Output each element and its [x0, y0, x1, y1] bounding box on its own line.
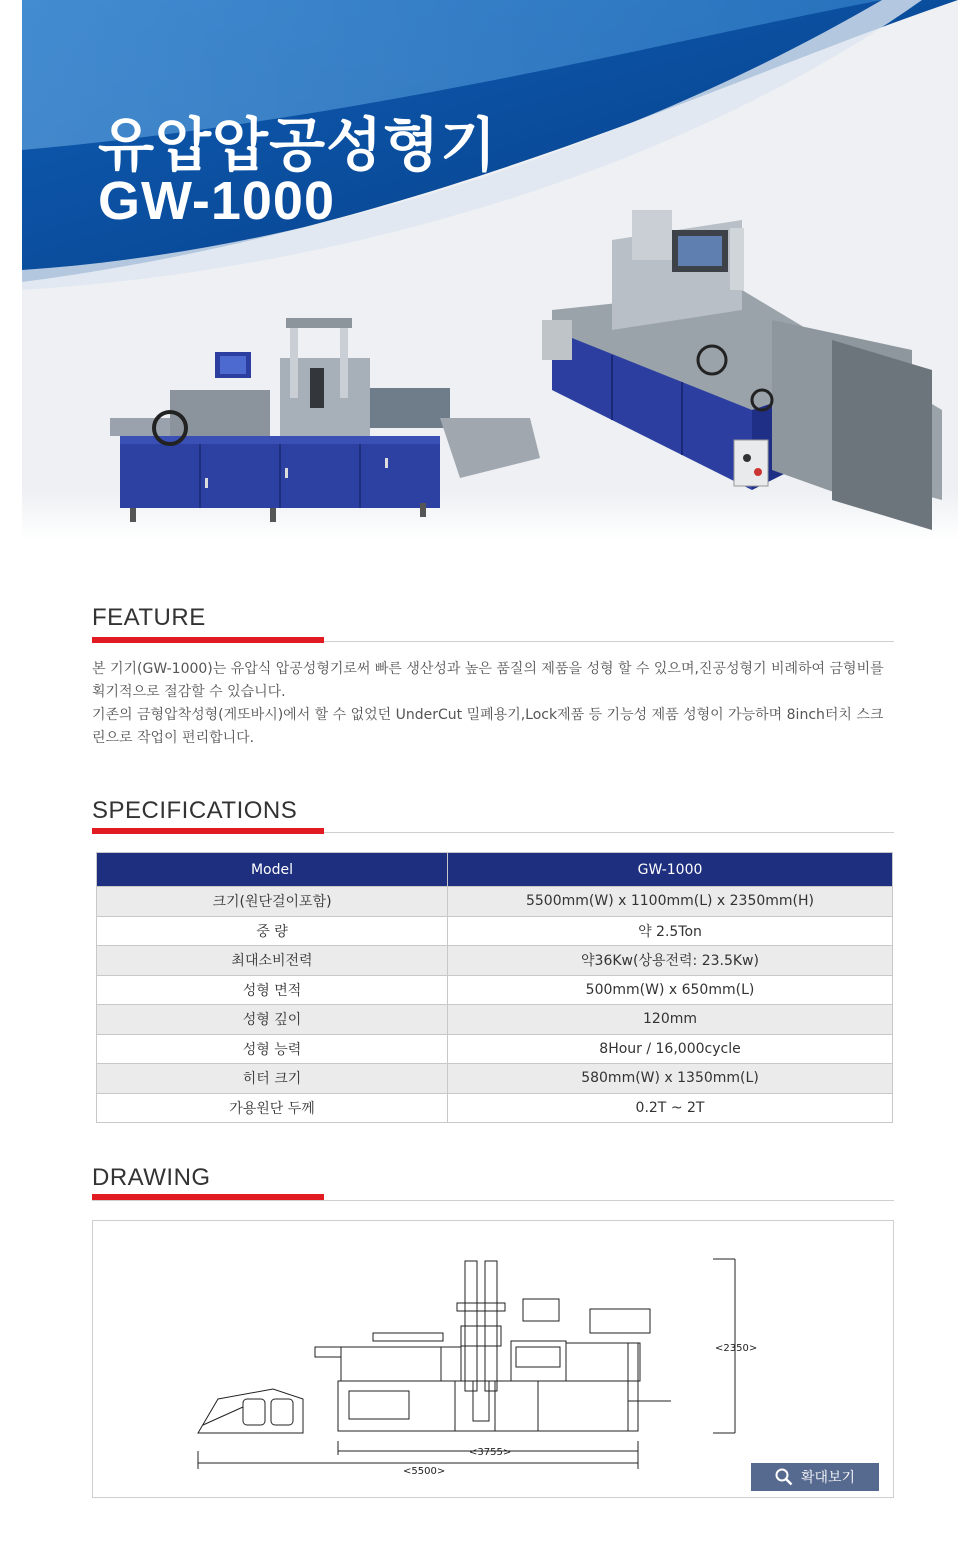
- spec-value: 120mm: [448, 1005, 893, 1035]
- drawing-panel: [92, 1220, 894, 1498]
- machine-photo-right: [512, 200, 942, 540]
- spec-key: 히터 크기: [97, 1064, 448, 1094]
- spec-value: 0.2T ~ 2T: [448, 1093, 893, 1123]
- dim-label-height: <2350>: [715, 1343, 758, 1354]
- spec-key: 가용원단 두께: [97, 1093, 448, 1123]
- spec-value: 8Hour / 16,000cycle: [448, 1034, 893, 1064]
- dim-label-main-width: <3755>: [469, 1447, 512, 1458]
- feature-section-header: [92, 604, 894, 644]
- spec-value: 약 2.5Ton: [448, 916, 893, 946]
- drawing-heading: DRAWING: [92, 1164, 211, 1191]
- spec-key: 성형 깊이: [97, 1005, 448, 1035]
- spec-key: 성형 능력: [97, 1034, 448, 1064]
- zoom-button[interactable]: [751, 1463, 879, 1491]
- spec-value: 5500mm(W) x 1100mm(L) x 2350mm(H): [448, 887, 893, 917]
- technical-drawing: [93, 1221, 893, 1497]
- hero-banner: [22, 0, 958, 540]
- spec-value: 580mm(W) x 1350mm(L): [448, 1064, 893, 1094]
- machine-photo-left: [110, 318, 540, 538]
- drawing-divider: [92, 1200, 894, 1201]
- specifications-section-header: [92, 797, 894, 837]
- table-header-row: [97, 853, 893, 887]
- table-row: [97, 946, 893, 976]
- table-row: [97, 1093, 893, 1123]
- magnifier-icon: [775, 1468, 793, 1486]
- table-header-key: Model: [97, 853, 448, 887]
- table-header-value: GW-1000: [448, 853, 893, 887]
- feature-paragraph-1: 본 기기(GW-1000)는 유압식 압공성형기로써 빠른 생산성과 높은 품질의 제품을 성형 할 수 있으며,진공성형기 비례하여 금형비를 획기적으로 절감할 수 있습니다.: [92, 661, 884, 700]
- spec-key: 최대소비전력: [97, 946, 448, 976]
- table-row: [97, 1064, 893, 1094]
- specifications-table: [96, 852, 893, 1123]
- spec-value: 500mm(W) x 650mm(L): [448, 975, 893, 1005]
- feature-accent-bar: [92, 637, 324, 643]
- table-row: [97, 1034, 893, 1064]
- spec-key: 성형 면적: [97, 975, 448, 1005]
- feature-heading: FEATURE: [92, 604, 206, 631]
- drawing-accent-bar: [92, 1194, 324, 1200]
- feature-paragraph-2: 기존의 금형압착성형(게또바시)에서 할 수 없었던 UnderCut 밀폐용기,Lock제품 등 기능성 제품 성형이 가능하며 8inch터치 스크린으로 작업이 편리합니다.: [92, 707, 884, 746]
- table-row: [97, 887, 893, 917]
- spec-key: 중 량: [97, 916, 448, 946]
- dim-label-total-width: <5500>: [403, 1466, 446, 1477]
- product-title: 유압압공성형기: [98, 111, 498, 179]
- table-row: [97, 975, 893, 1005]
- table-row: [97, 916, 893, 946]
- table-row: [97, 1005, 893, 1035]
- spec-value: 약36Kw(상용전력: 23.5Kw): [448, 946, 893, 976]
- zoom-button-label: 확대보기: [800, 1469, 856, 1485]
- product-model: GW-1000: [98, 171, 336, 231]
- feature-description: [92, 658, 894, 750]
- specifications-accent-bar: [92, 828, 324, 834]
- spec-key: 크기(원단걸이포함): [97, 887, 448, 917]
- drawing-section-header: [92, 1164, 894, 1204]
- specifications-heading: SPECIFICATIONS: [92, 797, 298, 824]
